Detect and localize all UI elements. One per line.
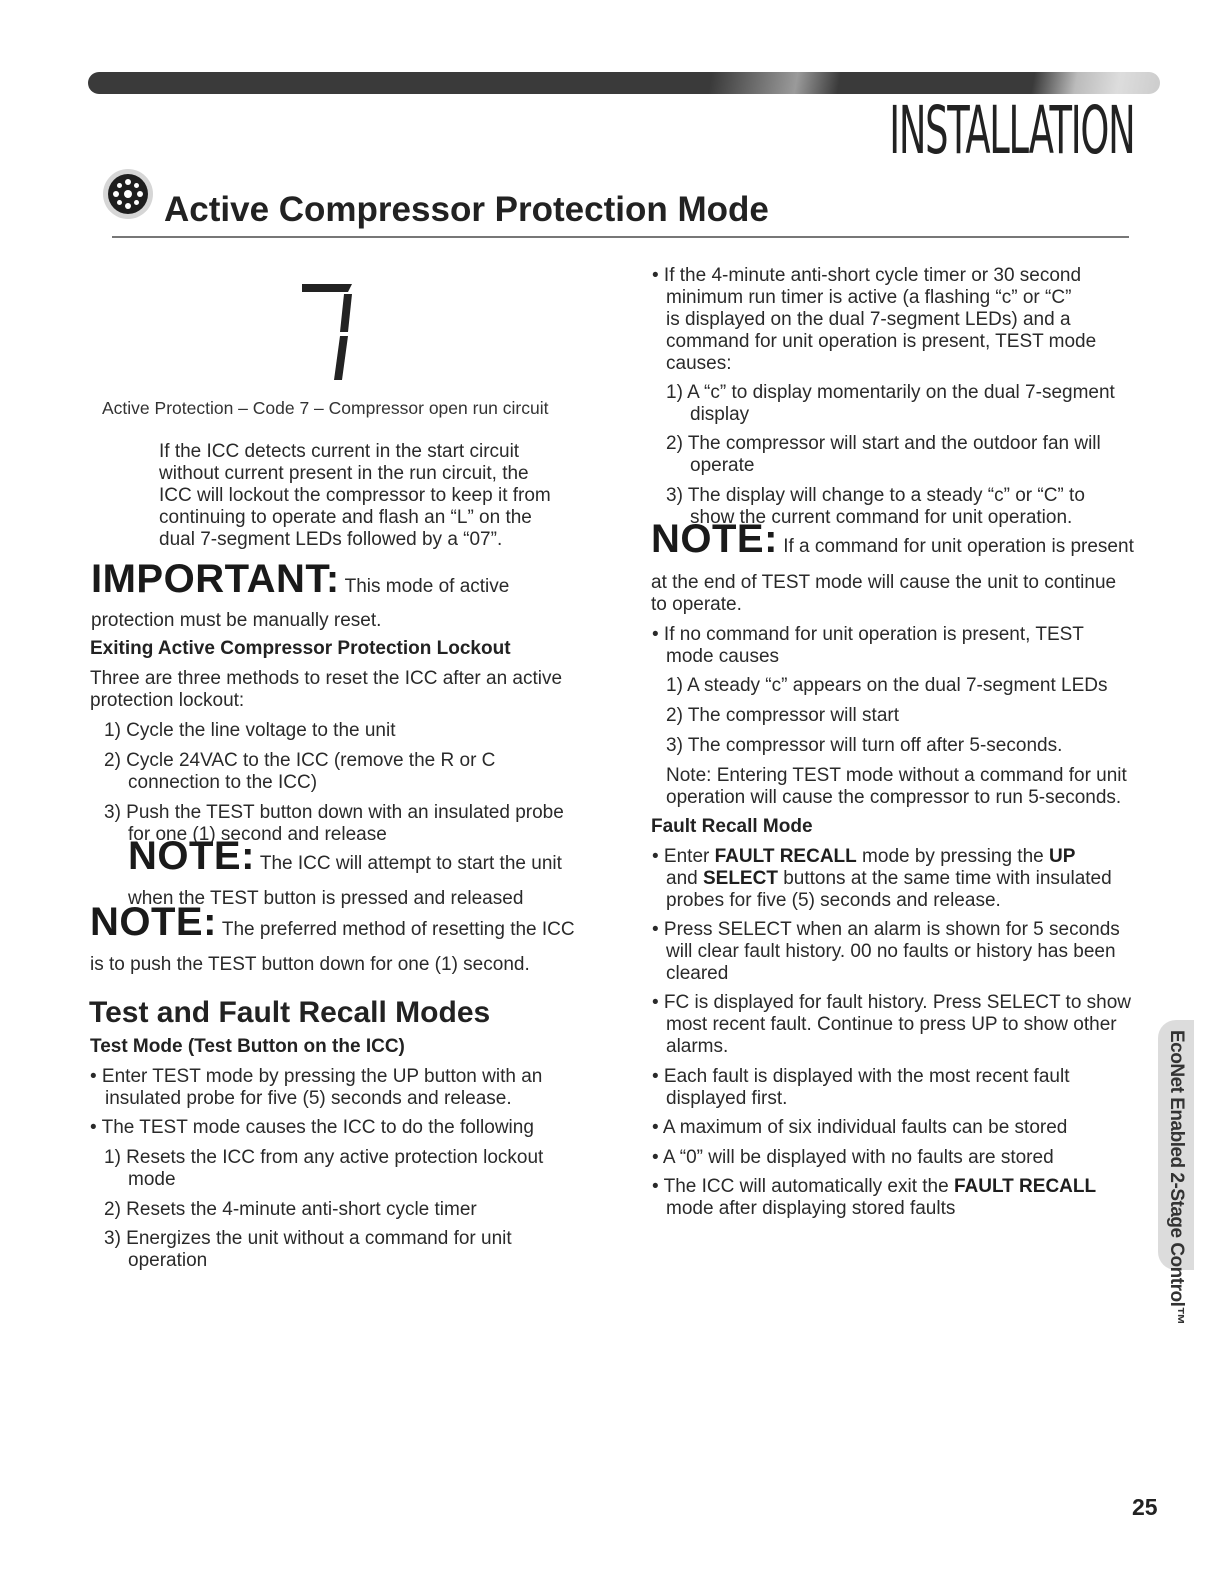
text-run: and <box>666 868 703 889</box>
text-run: • Enter <box>652 846 715 867</box>
bold-term: UP <box>1048 846 1076 867</box>
note-label: NOTE: <box>651 517 778 561</box>
text-line: at the end of TEST mode will cause the unit to continue <box>651 572 1117 593</box>
bold-term: SELECT <box>702 868 778 889</box>
note-label: NOTE: <box>128 834 255 878</box>
bold-term: FAULT RECALL <box>953 1176 1097 1197</box>
text-run: • The ICC will automatically exit the <box>652 1176 954 1197</box>
text-line: dual 7-segment LEDs followed by a “07”. <box>159 529 503 550</box>
text-line: mode <box>128 1169 176 1190</box>
text-line: Note: Entering TEST mode without a command for unit <box>666 765 1127 786</box>
list-item: 1) Cycle the line voltage to the unit <box>104 720 396 741</box>
text-line: is displayed on the dual 7-segment LEDs) and a <box>666 309 1071 330</box>
list-item: • Press SELECT when an alarm is shown for 5 seconds <box>652 919 1120 940</box>
text-line: causes: <box>666 353 732 374</box>
list-item: 3) The display will change to a steady “c” or “C” to <box>666 485 1085 506</box>
text-line: protection lockout: <box>90 690 245 711</box>
text-line: The ICC will attempt to start the unit <box>259 853 562 874</box>
list-item: • Enter TEST mode by pressing the UP button with an <box>90 1066 543 1087</box>
text-line: without current present in the run circuit, the <box>159 463 529 484</box>
list-item: • The TEST mode causes the ICC to do the following <box>90 1117 534 1138</box>
list-item: 2) The compressor will start and the outdoor fan will <box>666 433 1101 454</box>
text-line: connection to the ICC) <box>128 772 318 793</box>
title-divider <box>112 236 1129 238</box>
text-line: for one (1) second and release <box>128 824 387 845</box>
text-line: If the ICC detects current in the start circuit <box>159 441 520 462</box>
figure-caption: Active Protection – Code 7 – Compressor open run circuit <box>102 398 549 418</box>
text-run: buttons at the same time with insulated <box>777 868 1112 889</box>
list-item: • FC is displayed for fault history. Press SELECT to show <box>652 992 1132 1013</box>
side-tab-label: EcoNet Enabled 2-Stage Control™ <box>1166 1030 1187 1325</box>
section-title: INSTALLATION <box>888 92 1134 169</box>
text-line: insulated probe for five (5) seconds and release. <box>105 1088 512 1109</box>
list-item <box>652 846 1075 868</box>
text-line: ICC will lockout the compressor to keep it from <box>159 485 551 506</box>
text-line: If a command for unit operation is present <box>783 536 1134 557</box>
important-label: IMPORTANT: <box>91 557 340 601</box>
text-line: protection must be manually reset. <box>91 610 382 631</box>
list-item: 1) Resets the ICC from any active protection lockout <box>104 1147 544 1168</box>
text-run: mode by pressing the <box>856 846 1049 867</box>
text-line: will clear fault history. 00 no faults or history has been <box>666 941 1116 962</box>
text-line: when the TEST button is pressed and released <box>128 888 524 909</box>
list-item: 1) A “c” to display momentarily on the dual 7-segment <box>666 382 1115 403</box>
seven-segment-digit <box>290 280 370 384</box>
page-number: 25 <box>1132 1494 1158 1520</box>
text-line: mode after displaying stored faults <box>666 1198 956 1219</box>
list-item: 2) Resets the 4-minute anti-short cycle timer <box>104 1199 477 1220</box>
text-line: alarms. <box>666 1036 729 1057</box>
list-item: 3) Push the TEST button down with an insulated probe <box>104 802 564 823</box>
list-item: 1) A steady “c” appears on the dual 7-segment LEDs <box>666 675 1108 696</box>
text-line: operation <box>128 1250 208 1271</box>
list-item <box>652 1176 1096 1198</box>
list-item: • If the 4-minute anti-short cycle timer or 30 second <box>652 265 1082 286</box>
exit-heading: Exiting Active Compressor Protection Lockout <box>90 638 511 659</box>
note-label: NOTE: <box>90 900 217 944</box>
list-item: • A “0” will be displayed with no faults are stored <box>652 1147 1054 1168</box>
text-line: most recent fault. Continue to press UP to show other <box>666 1014 1117 1035</box>
text-line: cleared <box>666 963 729 984</box>
text-line: The preferred method of resetting the ICC <box>221 919 575 940</box>
bold-term: FAULT RECALL <box>714 846 857 867</box>
text-line: display <box>690 404 750 425</box>
section-heading: Test and Fault Recall Modes <box>89 996 491 1029</box>
text-line: probes for five (5) seconds and release. <box>666 890 1001 911</box>
text-line: Three are three methods to reset the ICC after an active <box>90 668 563 689</box>
list-item: 3) Energizes the unit without a command for unit <box>104 1228 512 1249</box>
text-line: operate <box>690 455 755 476</box>
header-bar <box>88 72 1160 94</box>
intro-paragraph <box>159 441 551 551</box>
note-callout <box>90 900 575 944</box>
text-line: show the current command for unit operation. <box>690 507 1073 528</box>
text-line: operation will cause the compressor to run 5-seconds. <box>666 787 1122 808</box>
text-line <box>666 868 1112 890</box>
text-line: This mode of active <box>344 576 510 597</box>
list-item: • If no command for unit operation is present, TEST <box>652 624 1084 645</box>
text-line: continuing to operate and flash an “L” on the <box>159 507 532 528</box>
text-line: is to push the TEST button down for one (1) second. <box>90 954 530 975</box>
list-item: 2) Cycle 24VAC to the ICC (remove the R or C <box>104 750 496 771</box>
gear-icon <box>102 168 154 220</box>
bullet-continuation <box>666 287 1096 375</box>
list-item: 3) The compressor will turn off after 5-seconds. <box>666 735 1063 756</box>
list-item: 2) The compressor will start <box>666 705 899 726</box>
text-line: to operate. <box>651 594 742 615</box>
list-item: • Each fault is displayed with the most recent fault <box>652 1066 1070 1087</box>
text-line: minimum run timer is active (a flashing “c” or “C” <box>666 287 1072 308</box>
subsection-heading: Test Mode (Test Button on the ICC) <box>90 1036 405 1057</box>
subsection-heading: Fault Recall Mode <box>651 816 813 837</box>
text-line: mode causes <box>666 646 780 667</box>
text-line: displayed first. <box>666 1088 788 1109</box>
list-item: • A maximum of six individual faults can be stored <box>652 1117 1068 1138</box>
page-title: Active Compressor Protection Mode <box>164 190 769 229</box>
important-callout <box>91 557 510 601</box>
text-line: command for unit operation is present, TEST mode <box>666 331 1097 352</box>
